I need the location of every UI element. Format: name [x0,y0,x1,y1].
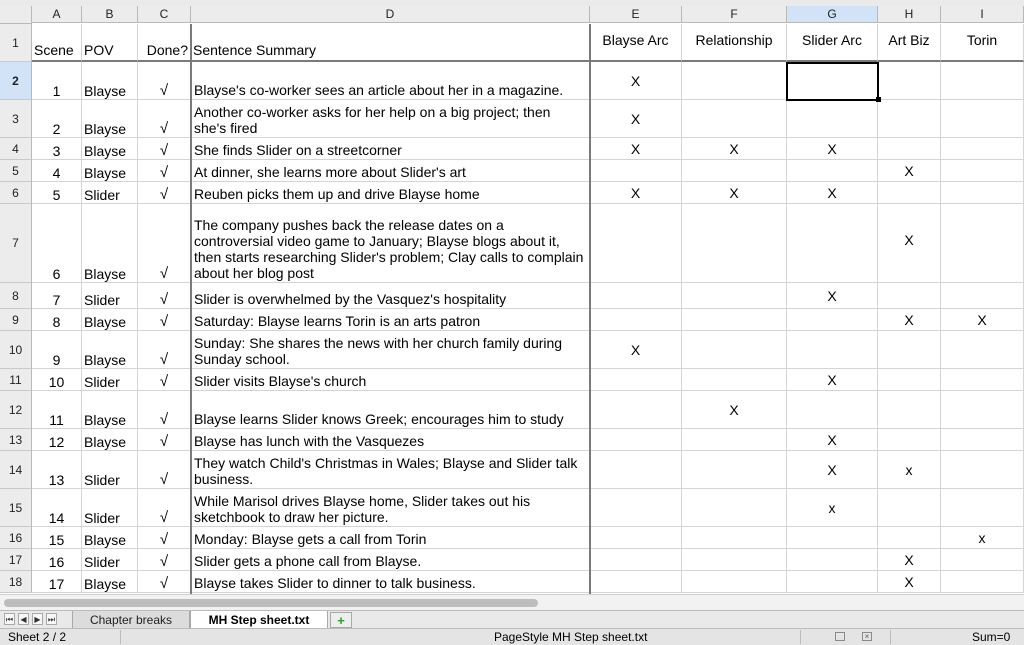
arc-mark-cell[interactable]: X [878,549,941,571]
pov-cell[interactable]: Slider [82,451,138,489]
arc-mark-cell[interactable]: X [682,138,787,160]
column-title-pov[interactable]: POV [82,24,138,62]
arc-mark-cell[interactable]: X [787,429,878,451]
done-cell[interactable]: √ [138,283,191,309]
pov-cell[interactable]: Blayse [82,204,138,283]
summary-cell[interactable] [191,309,590,331]
done-cell[interactable]: √ [138,527,191,549]
sheet-indicator: Sheet 2 / 2 [8,630,67,644]
add-sheet-button[interactable] [330,612,352,628]
arc-mark-cell[interactable]: X [590,138,682,160]
arc-mark-cell[interactable] [941,451,1024,489]
row-header-5[interactable]: 5 [0,160,32,182]
status-bar [0,628,1024,645]
arc-mark-cell[interactable] [590,571,682,593]
pov-cell[interactable]: Blayse [82,571,138,593]
row-header-7[interactable]: 7 [0,204,32,283]
summary-text: Blayse learns Slider knows Greek; encourages him to study [194,411,564,427]
summary-text: Reuben picks them up and drive Blayse home [194,186,480,202]
row-header-15[interactable]: 15 [0,489,32,527]
prev-sheet-icon[interactable]: ◀ [18,613,29,625]
column-header-d[interactable]: D [191,6,590,23]
arc-mark-cell[interactable] [878,369,941,391]
column-title-scene[interactable]: Scene [32,24,82,62]
arc-mark-cell[interactable] [590,429,682,451]
summary-text: The company pushes back the release dates on a controversial video game to January; Blayse blogs about it, then starts researching Slider's problem; Clay calls to complain about her blog post [194,217,584,281]
scene-cell[interactable]: 9 [32,331,82,369]
summary-cell[interactable] [191,204,590,283]
column-header-g[interactable]: G [787,6,878,23]
arc-mark-cell[interactable]: X [590,182,682,204]
scene-cell[interactable]: 2 [32,100,82,138]
arc-mark-cell[interactable] [878,429,941,451]
column-title-blayse-arc[interactable]: Blayse Arc [590,24,682,62]
arc-mark-cell[interactable] [682,204,787,283]
scene-cell[interactable]: 8 [32,309,82,331]
done-cell[interactable]: √ [138,489,191,527]
arc-mark-cell[interactable] [682,100,787,138]
column-title-done[interactable]: Done? [138,24,191,62]
sheet-tab-bar [0,610,1024,629]
pov-cell[interactable]: Blayse [82,138,138,160]
arc-mark-cell[interactable]: X [878,309,941,331]
arc-mark-cell[interactable]: x [787,489,878,527]
fill-handle[interactable] [876,97,881,102]
arc-mark-cell[interactable] [878,489,941,527]
pov-cell[interactable]: Slider [82,369,138,391]
arc-mark-cell[interactable] [682,369,787,391]
arc-mark-cell[interactable]: X [787,138,878,160]
arc-mark-cell[interactable] [787,331,878,369]
status-divider [120,630,121,644]
scene-cell[interactable]: 4 [32,160,82,182]
pov-cell[interactable]: Blayse [82,62,138,100]
summary-text: Blayse takes Slider to dinner to talk business. [194,575,476,591]
done-cell[interactable]: √ [138,571,191,593]
column-title-relationship[interactable]: Relationship [682,24,787,62]
arc-mark-cell[interactable] [682,451,787,489]
column-header-e[interactable]: E [590,6,682,23]
arc-mark-cell[interactable] [878,283,941,309]
last-sheet-icon[interactable]: ⏭ [47,615,56,624]
arc-mark-cell[interactable]: X [787,451,878,489]
arc-mark-cell[interactable] [590,489,682,527]
pov-cell[interactable]: Slider [82,182,138,204]
scene-cell[interactable]: 12 [32,429,82,451]
arc-mark-cell[interactable] [941,571,1024,593]
arc-mark-cell[interactable] [682,429,787,451]
arc-mark-cell[interactable] [682,62,787,100]
horizontal-scrollbar[interactable] [0,594,1024,611]
arc-mark-cell[interactable] [941,204,1024,283]
arc-mark-cell[interactable] [590,549,682,571]
scene-cell[interactable]: 6 [32,204,82,283]
document-modified-icon: × [862,632,872,641]
done-cell[interactable]: √ [138,204,191,283]
arc-mark-cell[interactable]: X [682,182,787,204]
column-title-sentence-summary[interactable]: Sentence Summary [191,24,590,62]
row-header-6[interactable]: 6 [0,182,32,204]
arc-mark-cell[interactable]: X [878,571,941,593]
summary-text: Sunday: She shares the news with her church family during Sunday school. [194,335,563,367]
row-header-9[interactable]: 9 [0,309,32,331]
summary-text: While Marisol drives Blayse home, Slider takes out his sketchbook to draw her picture. [194,493,531,525]
column-title-slider-arc[interactable]: Slider Arc [787,24,878,62]
arc-mark-cell[interactable] [878,62,941,100]
arc-mark-cell[interactable] [941,62,1024,100]
summary-cell[interactable] [191,138,590,160]
arc-mark-cell[interactable] [787,100,878,138]
scene-cell[interactable]: 5 [32,182,82,204]
summary-cell[interactable] [191,182,590,204]
scene-cell[interactable]: 14 [32,489,82,527]
done-cell[interactable]: √ [138,549,191,571]
arc-mark-cell[interactable]: X [878,160,941,182]
pov-cell[interactable]: Blayse [82,160,138,182]
done-cell[interactable]: √ [138,138,191,160]
arc-mark-cell[interactable] [682,160,787,182]
column-title-torin[interactable]: Torin [941,24,1024,62]
arc-mark-cell[interactable] [590,204,682,283]
arc-mark-cell[interactable]: x [878,451,941,489]
horizontal-scroll-thumb[interactable] [4,599,538,607]
sum-indicator: Sum=0 [972,630,1011,644]
column-header-f[interactable]: F [682,6,787,23]
pov-cell[interactable]: Blayse [82,391,138,429]
done-cell[interactable]: √ [138,160,191,182]
arc-mark-cell[interactable] [682,489,787,527]
arc-mark-cell[interactable] [941,138,1024,160]
arc-mark-cell[interactable] [590,283,682,309]
summary-text: Monday: Blayse gets a call from Torin [194,531,427,547]
summary-cell[interactable] [191,391,590,429]
done-cell[interactable]: √ [138,369,191,391]
summary-text: Saturday: Blayse learns Torin is an arts patron [194,313,481,329]
pov-cell[interactable]: Blayse [82,331,138,369]
sheet-tab-mh-step-sheet[interactable]: MH Step sheet.txt [190,611,328,629]
row-header-11[interactable]: 11 [0,369,32,391]
column-divider [589,24,591,594]
arc-mark-cell[interactable]: X [682,391,787,429]
summary-cell[interactable] [191,571,590,593]
done-cell[interactable]: √ [138,62,191,100]
summary-cell[interactable] [191,62,590,100]
summary-text: She finds Slider on a streetcorner [194,142,402,158]
arc-mark-cell[interactable] [941,549,1024,571]
summary-cell[interactable] [191,489,590,527]
arc-mark-cell[interactable] [787,549,878,571]
done-cell[interactable]: √ [138,100,191,138]
arc-mark-cell[interactable] [941,182,1024,204]
arc-mark-cell[interactable] [787,527,878,549]
column-header-h[interactable]: H [878,6,941,23]
summary-text: Slider gets a phone call from Blayse. [194,553,422,569]
arc-mark-cell[interactable]: X [590,62,682,100]
arc-mark-cell[interactable] [682,331,787,369]
summary-cell[interactable] [191,527,590,549]
scene-cell[interactable]: 7 [32,283,82,309]
arc-mark-cell[interactable] [590,160,682,182]
arc-mark-cell[interactable] [878,138,941,160]
summary-text: Slider visits Blayse's church [194,373,367,389]
summary-cell[interactable] [191,100,590,138]
summary-cell[interactable] [191,429,590,451]
done-cell[interactable]: √ [138,451,191,489]
row-header-17[interactable]: 17 [0,549,32,571]
summary-cell[interactable] [191,160,590,182]
arc-mark-cell[interactable] [878,182,941,204]
arc-mark-cell[interactable] [941,283,1024,309]
summary-cell[interactable] [191,283,590,309]
done-cell[interactable]: √ [138,331,191,369]
column-title-art-biz[interactable]: Art Biz [878,24,941,62]
arc-mark-cell[interactable]: X [941,309,1024,331]
summary-text: Slider is overwhelmed by the Vasquez's hospitality [194,291,507,307]
plus-icon: + [337,612,345,628]
arc-mark-cell[interactable] [941,391,1024,429]
arc-mark-cell[interactable] [590,391,682,429]
done-cell[interactable]: √ [138,182,191,204]
arc-mark-cell[interactable] [682,571,787,593]
arc-mark-cell[interactable]: X [590,100,682,138]
row-header-12[interactable]: 12 [0,391,32,429]
summary-text: They watch Child's Christmas in Wales; Blayse and Slider talk business. [194,455,578,487]
done-cell[interactable]: √ [138,429,191,451]
row-header-1[interactable]: 1 [0,24,32,62]
row-header-3[interactable]: 3 [0,100,32,138]
arc-mark-cell[interactable] [941,331,1024,369]
pov-cell[interactable]: Slider [82,489,138,527]
arc-mark-cell[interactable] [682,527,787,549]
arc-mark-cell[interactable] [878,331,941,369]
scene-cell[interactable]: 15 [32,527,82,549]
scene-cell[interactable]: 1 [32,62,82,100]
pov-cell[interactable]: Blayse [82,100,138,138]
row-header-2[interactable]: 2 [0,62,32,100]
first-sheet-icon[interactable]: ⏮ [5,615,14,624]
summary-cell[interactable] [191,451,590,489]
status-divider [800,630,801,644]
done-cell[interactable]: √ [138,309,191,331]
pov-cell[interactable]: Slider [82,283,138,309]
summary-text: At dinner, she learns more about Slider's art [194,164,466,180]
row-header-4[interactable]: 4 [0,138,32,160]
next-sheet-icon[interactable]: ▶ [32,613,43,625]
column-header-c[interactable]: C [138,6,191,23]
column-header-i[interactable]: I [941,6,1024,23]
arc-mark-cell[interactable] [941,160,1024,182]
arc-mark-cell[interactable] [878,391,941,429]
row-header-10[interactable]: 10 [0,331,32,369]
column-divider [190,24,192,594]
row-header-18[interactable]: 18 [0,571,32,593]
arc-mark-cell[interactable] [878,100,941,138]
arc-mark-cell[interactable] [941,489,1024,527]
row-header-8[interactable]: 8 [0,283,32,309]
pov-cell[interactable]: Blayse [82,309,138,331]
arc-mark-cell[interactable] [787,204,878,283]
scene-cell[interactable]: 16 [32,549,82,571]
pov-cell[interactable]: Slider [82,549,138,571]
scene-cell[interactable]: 10 [32,369,82,391]
arc-mark-cell[interactable] [878,527,941,549]
arc-mark-cell[interactable] [787,571,878,593]
arc-mark-cell[interactable] [590,451,682,489]
arc-mark-cell[interactable]: x [941,527,1024,549]
arc-mark-cell[interactable] [941,369,1024,391]
arc-mark-cell[interactable] [590,527,682,549]
row-header-16[interactable]: 16 [0,527,32,549]
page-style-indicator[interactable]: PageStyle MH Step sheet.txt [494,630,648,644]
summary-cell[interactable] [191,549,590,571]
summary-cell[interactable] [191,331,590,369]
scene-cell[interactable]: 3 [32,138,82,160]
arc-mark-cell[interactable]: X [787,369,878,391]
pov-cell[interactable]: Blayse [82,527,138,549]
scene-cell[interactable]: 11 [32,391,82,429]
arc-mark-cell[interactable] [787,309,878,331]
arc-mark-cell[interactable] [590,369,682,391]
column-header-a[interactable]: A [32,6,82,23]
arc-mark-cell[interactable]: X [787,283,878,309]
arc-mark-cell[interactable] [941,429,1024,451]
column-header-b[interactable]: B [82,6,138,23]
arc-mark-cell[interactable] [682,549,787,571]
scene-cell[interactable]: 17 [32,571,82,593]
arc-mark-cell[interactable] [941,100,1024,138]
arc-mark-cell[interactable] [682,309,787,331]
arc-mark-cell[interactable] [590,309,682,331]
done-cell[interactable]: √ [138,391,191,429]
arc-mark-cell[interactable]: X [787,182,878,204]
scene-cell[interactable]: 13 [32,451,82,489]
summary-text: Blayse has lunch with the Vasquezes [194,433,425,449]
row-header-13[interactable]: 13 [0,429,32,451]
selection-mode-icon[interactable] [835,632,845,641]
summary-cell[interactable] [191,369,590,391]
summary-text: Another co-worker asks for her help on a big project; then she's fired [194,104,551,136]
status-divider [890,630,891,644]
select-all-corner[interactable] [0,6,32,24]
arc-mark-cell[interactable] [787,62,878,100]
arc-mark-cell[interactable]: X [878,204,941,283]
pov-cell[interactable]: Blayse [82,429,138,451]
arc-mark-cell[interactable] [787,160,878,182]
sheet-tab-chapter-breaks[interactable]: Chapter breaks [72,611,190,629]
arc-mark-cell[interactable] [682,283,787,309]
arc-mark-cell[interactable] [787,391,878,429]
summary-text: Blayse's co-worker sees an article about her in a magazine. [194,82,564,98]
arc-mark-cell[interactable]: X [590,331,682,369]
row-header-14[interactable]: 14 [0,451,32,489]
